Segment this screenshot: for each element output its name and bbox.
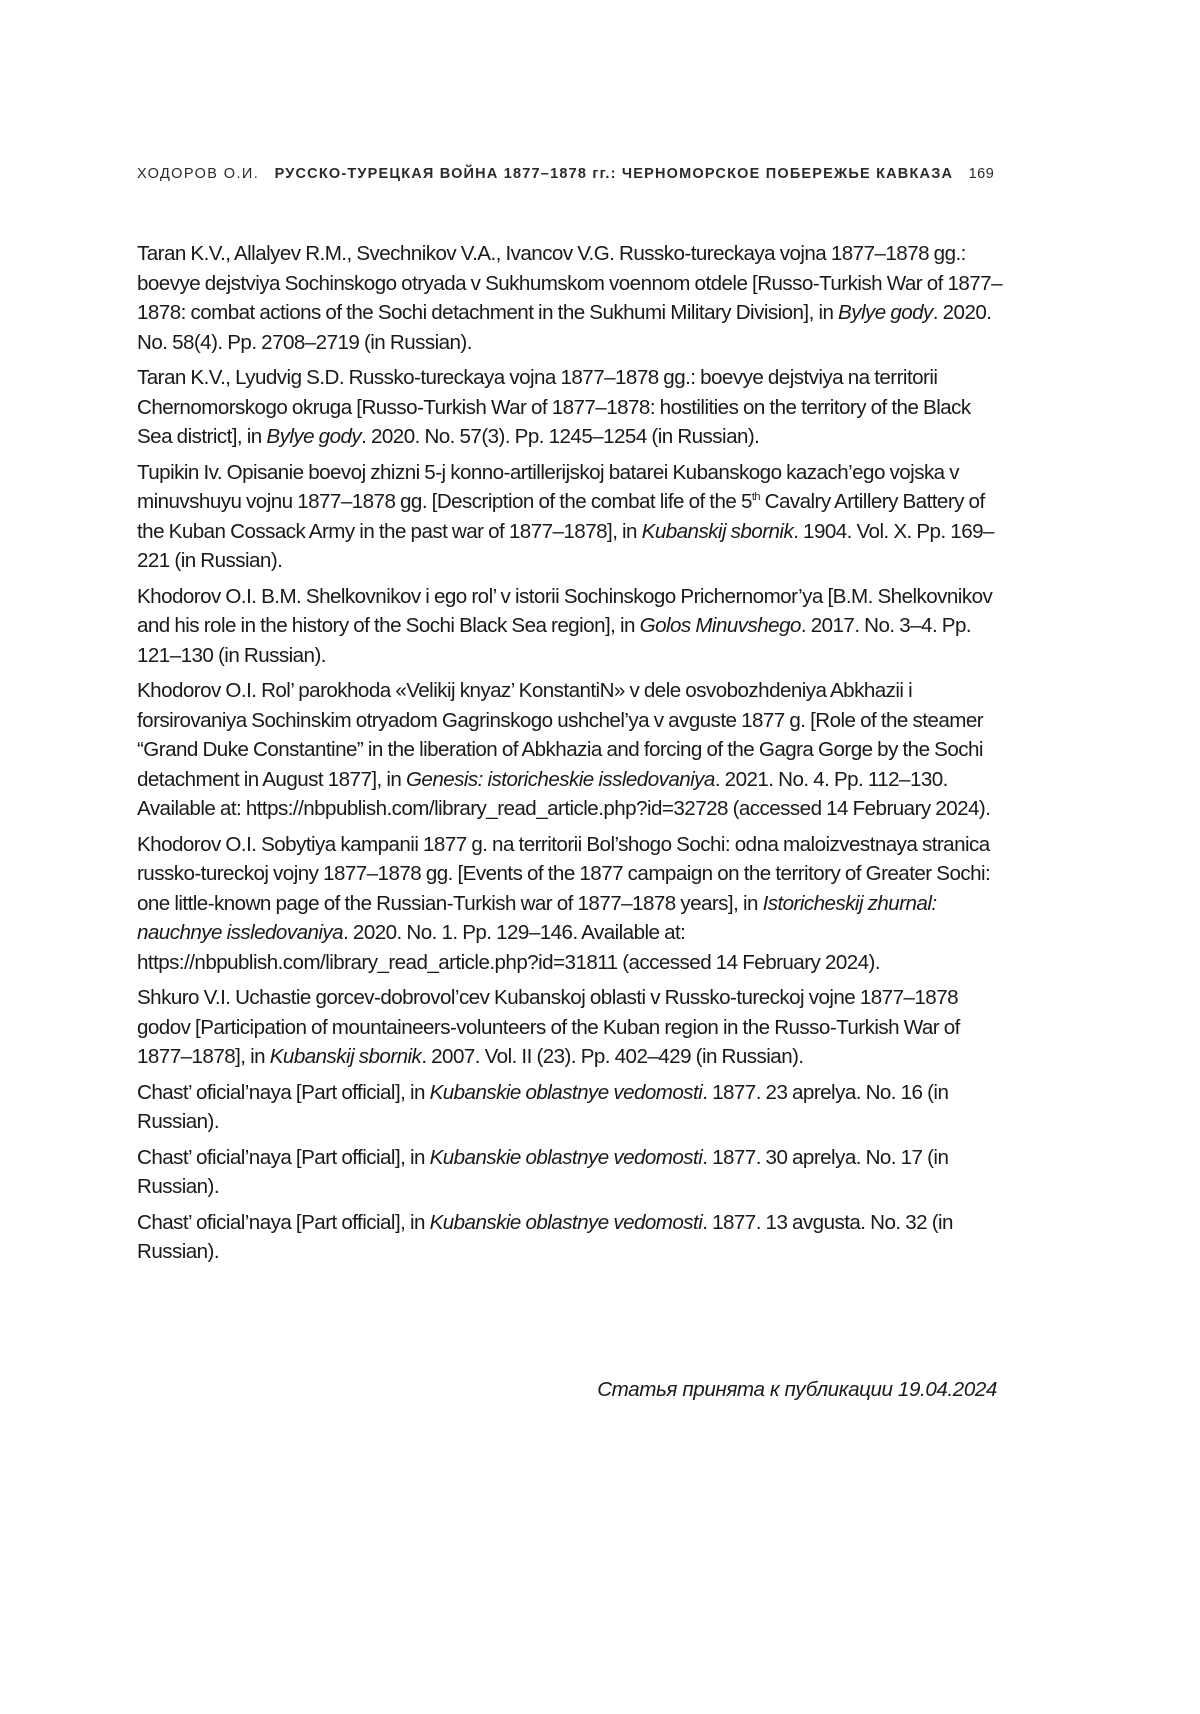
acceptance-note: Статья принята к публикации 19.04.2024 xyxy=(137,1378,997,1402)
reference-item: Khodorov O.I. B.M. Shelkovnikov i ego rol’ v istorii Sochinskogo Prichernomor’ya [B.M. Shelkovnikov and his role in the history of the Sochi Black Sea region], in Golos Minuvshego. 2017. No. 3–4. Pp. 121–130 (in Russian). xyxy=(137,582,1002,671)
reference-list xyxy=(137,239,1002,1273)
reference-item: Taran K.V., Lyudvig S.D. Russko-tureckaya vojna 1877–1878 gg.: boevye dejstviya na territorii Chernomorskogo okruga [Russo-Turkish War of 1877–1878: hostilities on the territory of the Black Sea district], in Bylye gody. 2020. No. 57(3). Pp. 1245–1254 (in Russian). xyxy=(137,363,1002,452)
reference-item: Chast’ oficial’naya [Part official], in Kubanskie oblastnye vedomosti. 1877. 23 aprelya. No. 16 (in Russian). xyxy=(137,1078,1002,1137)
reference-item: Tupikin Iv. Opisanie boevoj zhizni 5-j konno-artillerijskoj batarei Kubanskogo kazach’ego vojska v minuvshuyu vojnu 1877–1878 gg. [Description of the combat life of the 5th Cavalry Artillery Battery of the Kuban Cossack Army in the past war of 1877–1878], in Kubanskij sbornik. 1904. Vol. X. Pp. 169–221 (in Russian). xyxy=(137,458,1002,576)
page-number: 169 xyxy=(969,166,995,182)
reference-item: Shkuro V.I. Uchastie gorcev-dobrovol’cev Kubanskoj oblasti v Russko-tureckoj vojne 1877–1878 godov [Participation of mountaineers-volunteers of the Kuban region in the Russo-Turkish War of 1877–1878], in Kubanskij sbornik. 2007. Vol. II (23). Pp. 402–429 (in Russian). xyxy=(137,983,1002,1072)
reference-item: Chast’ oficial’naya [Part official], in Kubanskie oblastnye vedomosti. 1877. 30 aprelya. No. 17 (in Russian). xyxy=(137,1143,1002,1202)
reference-item: Khodorov O.I. Sobytiya kampanii 1877 g. na territorii Bol’shogo Sochi: odna maloizvestnaya stranica russko-tureckoj vojny 1877–1878 gg. [Events of the 1877 campaign on the territory of Greater Sochi: one little-known page of the Russian-Turkish war of 1877–1878 years], in Istoricheskij zhurnal: nauchnye issledovaniya. 2020. No. 1. Pp. 129–146. Available at: https://nbpublish.com/library_read_article.php?id=31811 (accessed 14 February 2024). xyxy=(137,830,1002,978)
reference-item: Taran K.V., Allalyev R.M., Svechnikov V.A., Ivancov V.G. Russko-tureckaya vojna 1877–1878 gg.: boevye dejstviya Sochinskogo otryada v Sukhumskom voennom otdele [Russo-Turkish War of 1877–1878: combat actions of the Sochi detachment in the Sukhumi Military Division], in Bylye gody. 2020. No. 58(4). Pp. 2708–2719 (in Russian). xyxy=(137,239,1002,357)
running-header xyxy=(137,166,997,182)
reference-item: Khodorov O.I. Rol’ parokhoda «Velikij knyaz’ KonstantiN» v dele osvobozhdeniya Abkhazii i forsirovaniya Sochinskim otryadom Gagrinskogo ushchel’ya v avguste 1877 g. [Role of the steamer “Grand Duke Constantine” in the liberation of Abkhazia and forcing of the Gagra Gorge by the Sochi detachment in August 1877], in Genesis: istoricheskie issledovaniya. 2021. No. 4. Pp. 112–130. Available at: https://nbpublish.com/library_read_article.php?id=32728 (accessed 14 February 2024). xyxy=(137,676,1002,824)
reference-item: Chast’ oficial’naya [Part official], in Kubanskie oblastnye vedomosti. 1877. 13 avgusta. No. 32 (in Russian). xyxy=(137,1208,1002,1267)
header-author: ХОДОРОВ О.И. xyxy=(137,166,259,182)
header-title: РУССКО-ТУРЕЦКАЯ ВОЙНА 1877–1878 гг.: ЧЕРНОМОРСКОЕ ПОБЕРЕЖЬЕ КАВКАЗА xyxy=(275,166,954,182)
